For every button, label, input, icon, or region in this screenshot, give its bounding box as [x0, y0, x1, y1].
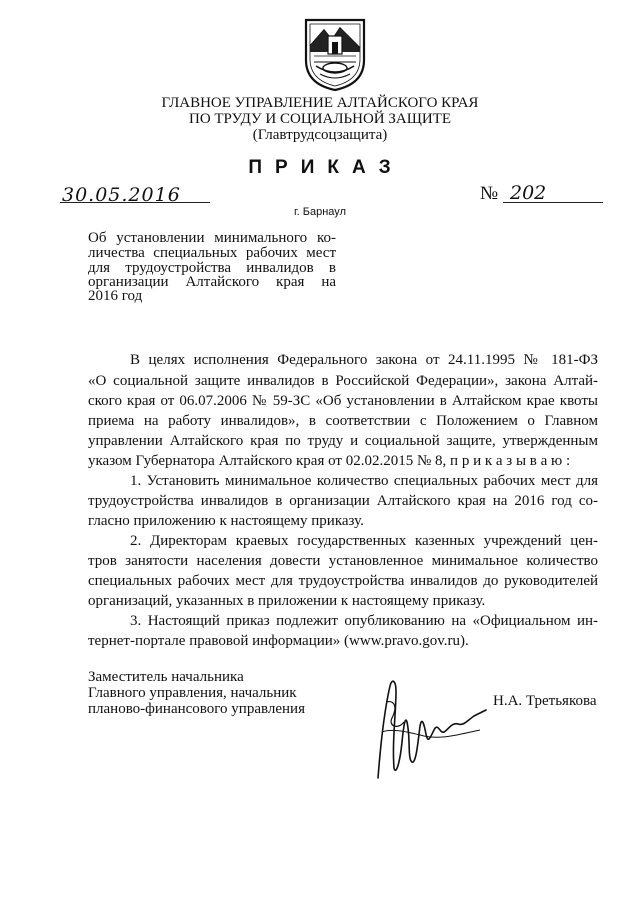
body-line: ского края от 06.07.2006 № 59-ЗС «Об установлении в Алтайском крае квоты: [88, 393, 598, 409]
body-line: «О социальной защите инвалидов в Российской Федерации», закона Алтай-: [88, 373, 598, 389]
body-line: приема на работу инвалидов», в соответствии с Положением о Главном: [88, 413, 598, 429]
signer-name: Н.А. Третьякова: [493, 693, 597, 709]
body-line: 1. Установить минимальное количество специальных рабочих мест для: [130, 473, 598, 489]
body-line: специальных рабочих мест для трудоустройства инвалидов до руководителей: [88, 573, 598, 589]
body-line: тров занятости населения довести установленное минимальное количество: [88, 553, 598, 569]
document-number: 202: [510, 182, 547, 204]
coat-of-arms-emblem: [302, 16, 368, 92]
subject-line: 2016 год: [88, 288, 143, 304]
org-name-line-1: ГЛАВНОЕ УПРАВЛЕНИЕ АЛТАЙСКОГО КРАЯ: [161, 95, 479, 111]
body-line: 3. Настоящий приказ подлежит опубликованию на «Официальном ин-: [130, 613, 598, 629]
number-underline: [503, 202, 603, 203]
subject-line: Об установлении минимального ко-: [88, 230, 336, 246]
body-line: управлении Алтайского края по труду и социальной защите, утвержденным: [88, 433, 598, 449]
body-line: организаций, указанных в приложении к настоящему приказу.: [88, 593, 486, 609]
body-line: трудоустройства инвалидов в организации Алтайского края на 2016 год со-: [88, 493, 598, 509]
subject-line: организации Алтайского края на: [88, 274, 336, 290]
position-line: Главного управления, начальник: [88, 685, 297, 701]
position-line: Заместитель начальника: [88, 669, 244, 685]
body-line: гласно приложению к настоящему приказу.: [88, 513, 364, 529]
document-date: 30.05.2016: [62, 184, 181, 206]
subject-line: личества специальных рабочих мест: [88, 245, 336, 261]
body-line: 2. Директорам краевых государственных казенных учреждений цен-: [130, 533, 598, 549]
body-line: В целях исполнения Федерального закона от 24.11.1995 № 181-ФЗ: [130, 352, 598, 368]
position-line: планово-финансового управления: [88, 701, 305, 717]
city-label: г. Барнаул: [294, 206, 346, 218]
org-short-name: (Главтрудсоцзащита): [252, 127, 388, 143]
number-label: №: [480, 183, 499, 204]
body-line: указом Губернатора Алтайского края от 02.02.2015 № 8, п р и к а з ы в а ю :: [88, 453, 571, 469]
subject-line: для трудоустройства инвалидов в: [88, 260, 336, 276]
handwritten-signature: [368, 672, 492, 782]
signatory-position: [88, 669, 305, 717]
body-line: тернет-портале правовой информации» (www.pravo.gov.ru).: [88, 633, 469, 649]
document-type-title: ПРИКАЗ: [248, 157, 404, 178]
date-underline: [60, 202, 210, 203]
org-name-line-2: ПО ТРУДУ И СОЦИАЛЬНОЙ ЗАЩИТЕ: [188, 111, 452, 127]
